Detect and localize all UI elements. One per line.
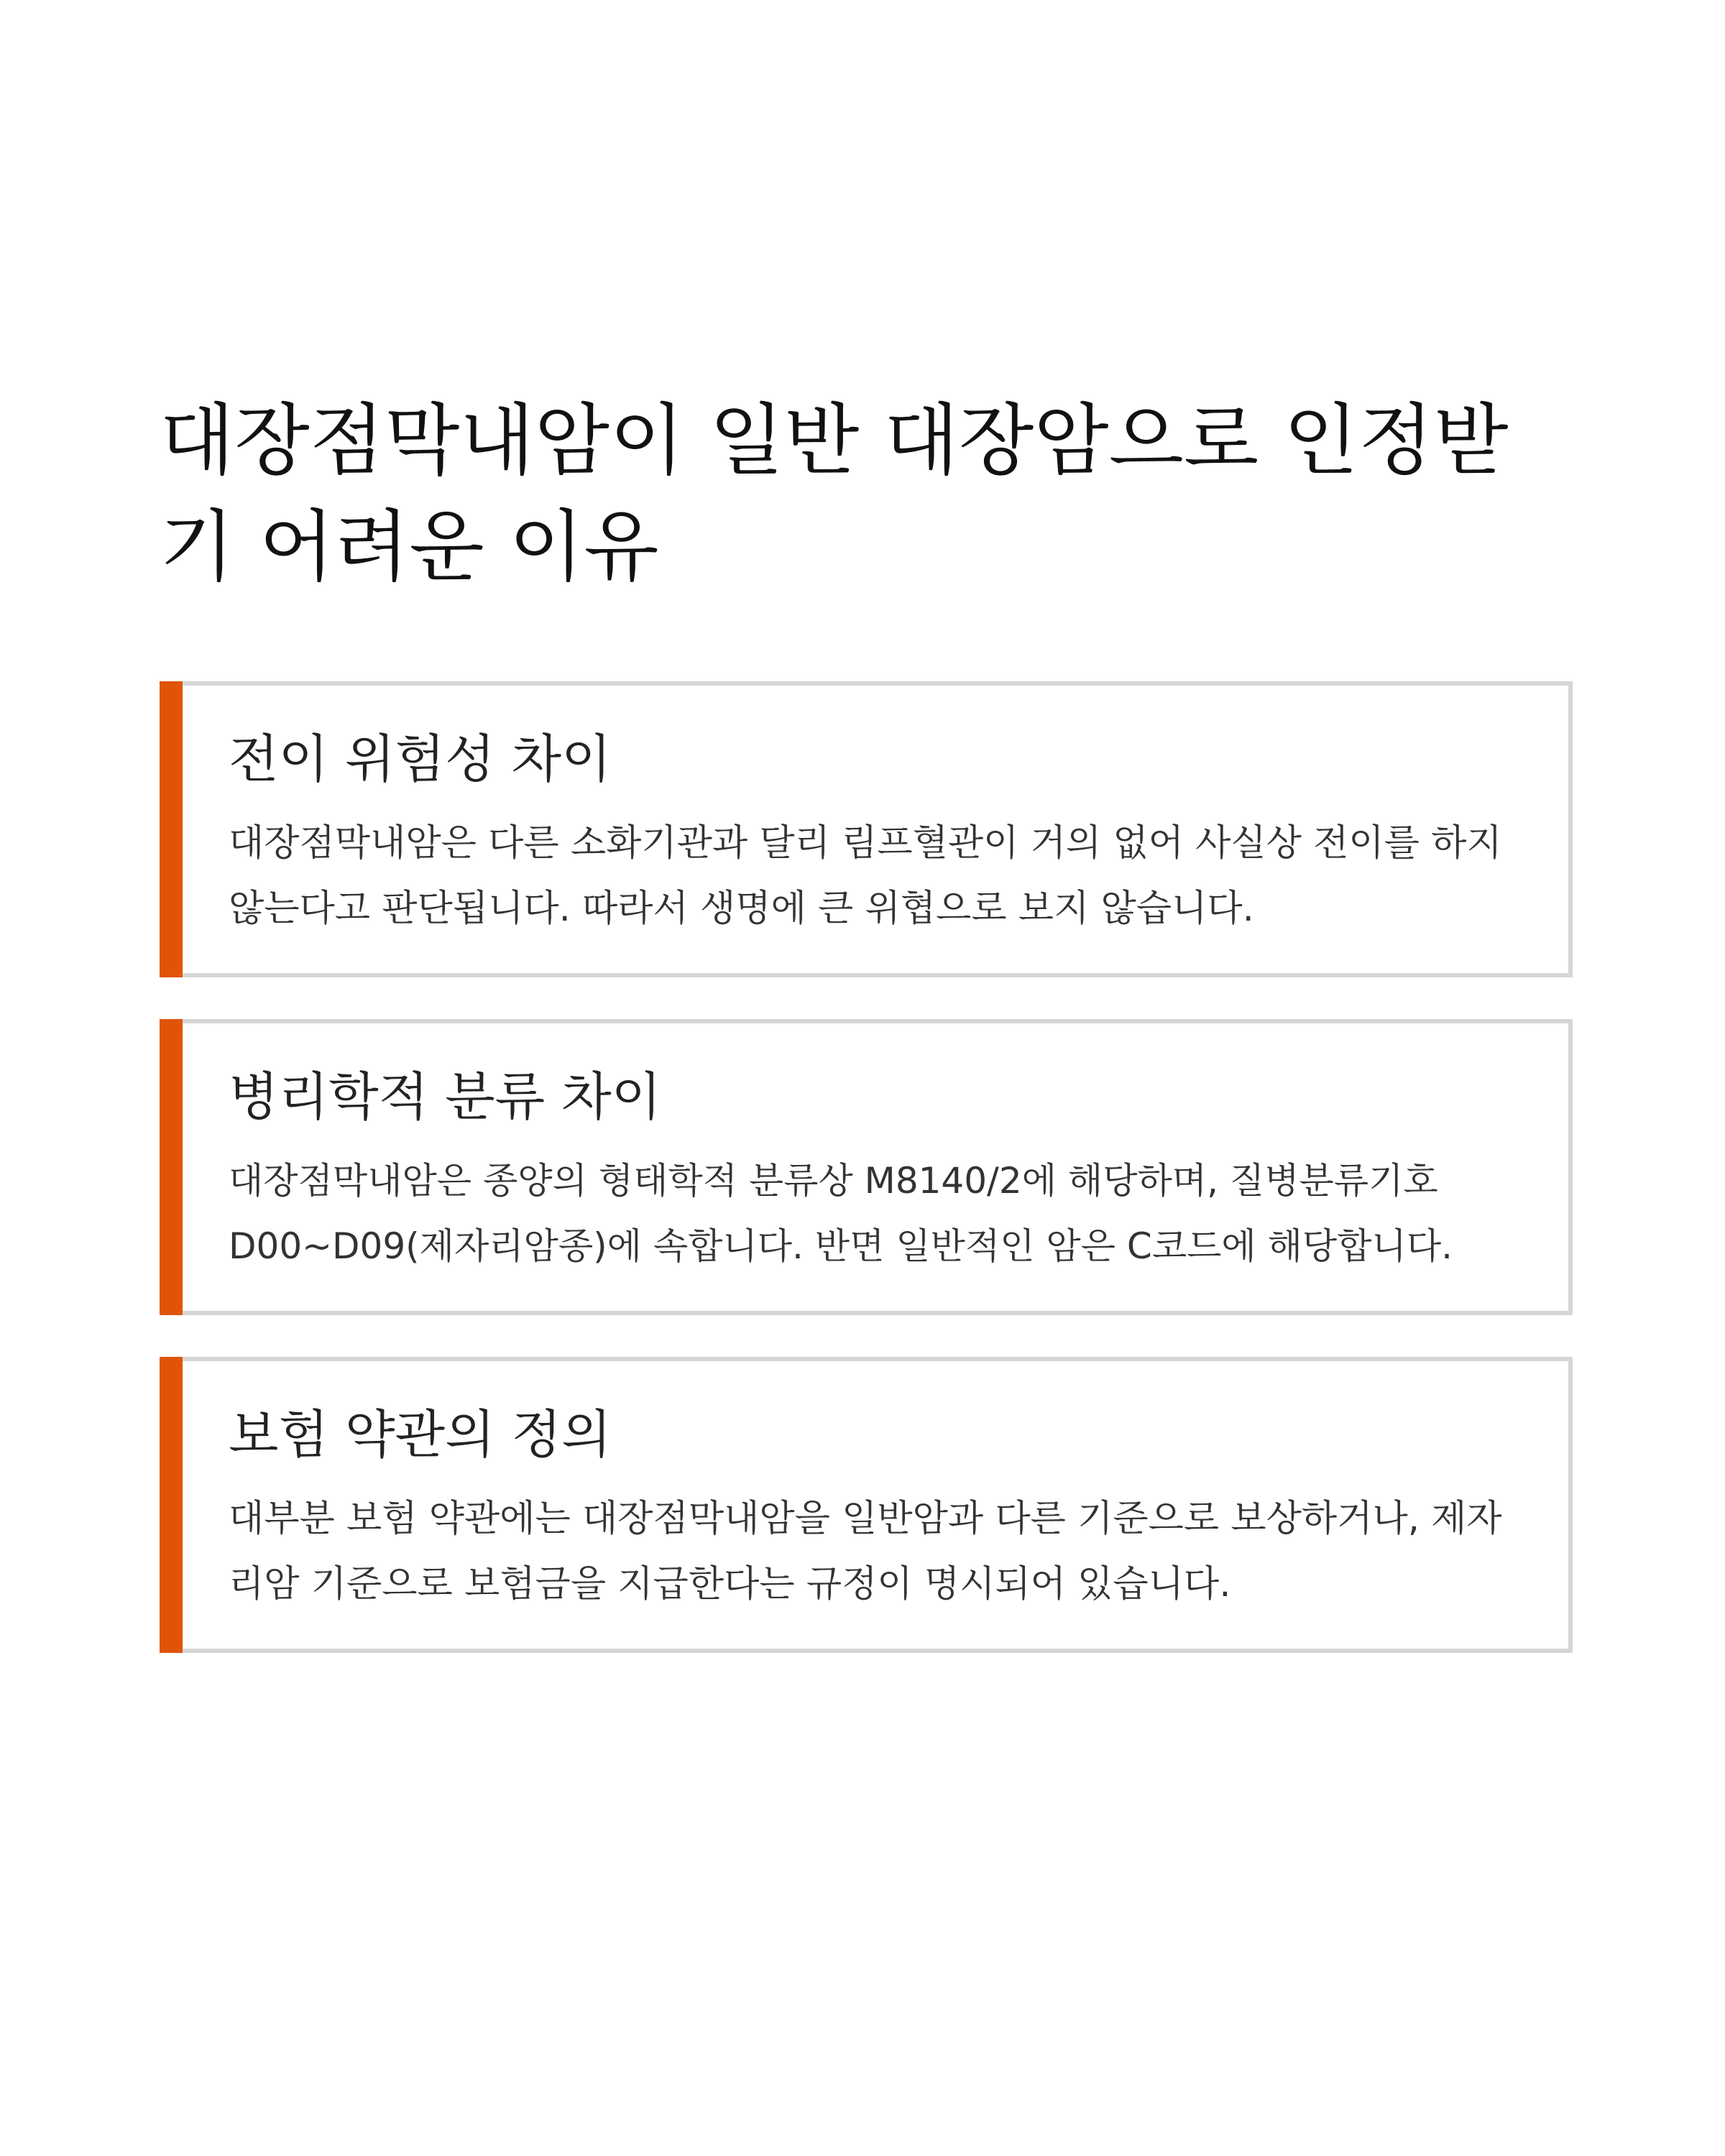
page-content xyxy=(160,388,1573,1695)
card-body: 대장점막내암은 다른 소화기관과 달리 림프혈관이 거의 없어 사실상 전이를 하지 않는다고 판단됩니다. 따라서 생명에 큰 위협으로 보지 않습니다. xyxy=(229,822,1502,930)
card-body: 대장점막내암은 종양의 형태학적 분류상 M8140/2에 해당하며, 질병분류기호 D00~D09(제자리암종)에 속합니다. 반면 일반적인 암은 C코드에 해당합니다. xyxy=(229,1160,1453,1267)
reason-card-insurance-terms xyxy=(160,1357,1573,1653)
card-title: 보험 약관의 정의 xyxy=(229,1404,612,1465)
card-title: 전이 위험성 차이 xyxy=(229,729,612,789)
reason-card-metastasis xyxy=(160,681,1573,977)
reason-card-list xyxy=(160,681,1573,1653)
reason-card-pathology xyxy=(160,1019,1573,1315)
card-title: 병리학적 분류 차이 xyxy=(229,1067,662,1127)
card-body: 대부분 보험 약관에는 대장점막내암을 일반암과 다른 기준으로 보상하거나, 제자리암 기준으로 보험금을 지급한다는 규정이 명시되어 있습니다. xyxy=(229,1498,1502,1606)
page-title: 대장점막내암이 일반 대장암으로 인정받기 어려운 이유 xyxy=(160,396,1509,592)
